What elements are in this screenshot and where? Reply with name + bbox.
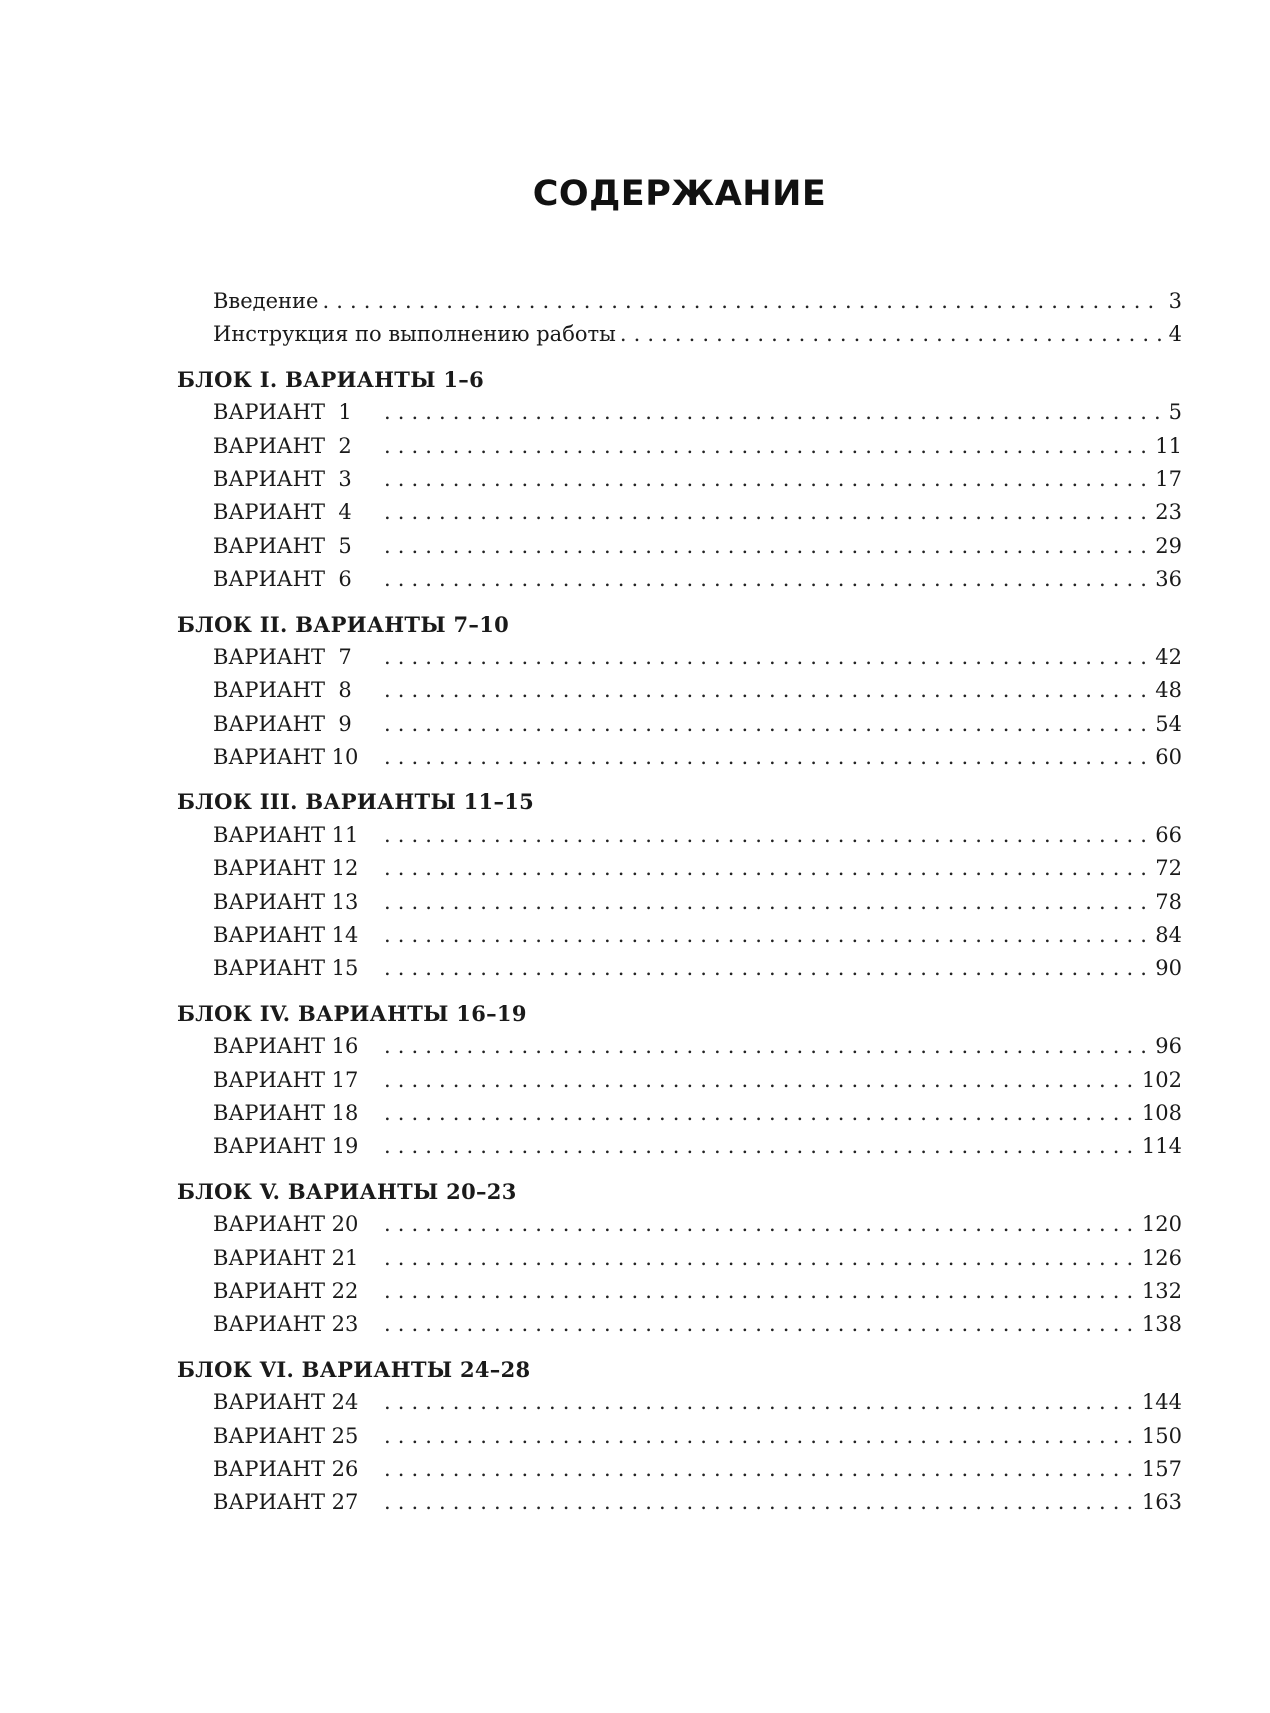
toc-entry-variant[interactable] — [177, 886, 1182, 919]
toc-entry-page: 5 — [1168, 400, 1182, 425]
toc-entry-page: 126 — [1141, 1245, 1182, 1270]
intro-group — [177, 285, 1182, 352]
toc-entry-label: ВАРИАНТ 4 — [213, 500, 352, 525]
dot-leader — [384, 530, 1149, 563]
block-heading[interactable]: БЛОК IV. ВАРИАНТЫ 16–19 — [177, 1000, 527, 1026]
toc-entry-page: 11 — [1155, 433, 1182, 458]
dot-leader — [384, 1097, 1136, 1130]
toc-entry-variant[interactable] — [177, 1486, 1182, 1519]
toc-entry-label: ВАРИАНТ 1 — [213, 400, 352, 425]
dot-leader — [384, 1030, 1149, 1063]
dot-leader — [384, 1208, 1136, 1241]
toc-entry-label: ВАРИАНТ 16 — [213, 1034, 359, 1059]
toc-entry-label: ВАРИАНТ 14 — [213, 923, 359, 948]
toc-entry-variant[interactable] — [177, 1275, 1182, 1308]
block-heading[interactable]: БЛОК VI. ВАРИАНТЫ 24–28 — [177, 1356, 531, 1382]
toc-entry-label: ВАРИАНТ 15 — [213, 956, 359, 981]
dot-leader — [384, 1242, 1136, 1275]
block-heading[interactable]: БЛОК II. ВАРИАНТЫ 7–10 — [177, 611, 510, 637]
page-title: СОДЕРЖАНИЕ — [532, 174, 827, 214]
toc-entry-label: ВАРИАНТ 9 — [213, 711, 352, 736]
toc-entry-page: 108 — [1141, 1100, 1182, 1125]
toc-entry-page: 163 — [1141, 1490, 1182, 1515]
dot-leader — [384, 919, 1149, 952]
dot-leader — [384, 1386, 1136, 1419]
toc-entry-page: 150 — [1141, 1423, 1182, 1448]
toc-entry-page: 84 — [1155, 923, 1182, 948]
toc-entry-label: ВАРИАНТ 27 — [213, 1490, 359, 1515]
toc-entry-instructions[interactable] — [177, 318, 1182, 351]
toc-entry-page: 138 — [1141, 1312, 1182, 1337]
toc-block — [177, 785, 1182, 985]
toc-block — [177, 608, 1182, 775]
toc-entry-page: 36 — [1155, 567, 1182, 592]
toc-entry-label: ВАРИАНТ 25 — [213, 1423, 359, 1448]
dot-leader — [384, 396, 1162, 429]
toc-entry-page: 78 — [1155, 889, 1182, 914]
dot-leader — [384, 641, 1149, 674]
toc-entry-label: ВАРИАНТ 6 — [213, 567, 352, 592]
toc-entry-page: 42 — [1155, 644, 1182, 669]
toc-entry-page: 157 — [1141, 1456, 1182, 1481]
dot-leader — [384, 1130, 1136, 1163]
toc-entry-variant[interactable] — [177, 530, 1182, 563]
toc-entry-label: Инструкция по выполнению работы — [213, 322, 616, 347]
dot-leader — [384, 563, 1149, 596]
toc-block — [177, 1175, 1182, 1342]
toc-entry-label: Введение — [213, 289, 319, 313]
toc-entry-label: ВАРИАНТ 13 — [213, 889, 359, 914]
toc-entry-label: ВАРИАНТ 12 — [213, 856, 359, 881]
toc-entry-variant[interactable] — [177, 1030, 1182, 1063]
dot-leader — [384, 819, 1149, 852]
toc-entry-variant[interactable] — [177, 741, 1182, 774]
toc-entry-variant[interactable] — [177, 563, 1182, 596]
toc-entry-page: 60 — [1155, 745, 1182, 770]
toc-entry-page: 114 — [1141, 1134, 1182, 1159]
dot-leader — [384, 708, 1149, 741]
dot-leader — [384, 1420, 1136, 1453]
toc-entry-label: ВАРИАНТ 10 — [213, 745, 359, 770]
dot-leader — [384, 430, 1149, 463]
toc-entry-label: ВАРИАНТ 7 — [213, 644, 352, 669]
table-of-contents — [177, 285, 1182, 1520]
toc-entry-variant[interactable] — [177, 430, 1182, 463]
toc-entry-label: ВАРИАНТ 19 — [213, 1134, 359, 1159]
dot-leader — [384, 1453, 1136, 1486]
toc-entry-page: 102 — [1141, 1067, 1182, 1092]
blocks-container — [177, 363, 1182, 1520]
toc-entry-label: ВАРИАНТ 20 — [213, 1212, 359, 1237]
toc-entry-variant[interactable] — [177, 952, 1182, 985]
toc-entry-page: 29 — [1155, 533, 1182, 558]
toc-entry-variant[interactable] — [177, 1097, 1182, 1130]
toc-entry-variant[interactable] — [177, 919, 1182, 952]
toc-entry-page: 3 — [1168, 289, 1182, 313]
dot-leader — [384, 886, 1149, 919]
toc-entry-label: ВАРИАНТ 2 — [213, 433, 352, 458]
toc-entry-variant[interactable] — [177, 1420, 1182, 1453]
toc-entry-label: ВАРИАНТ 18 — [213, 1100, 359, 1125]
toc-block — [177, 363, 1182, 597]
dot-leader — [322, 285, 1162, 318]
toc-entry-variant[interactable] — [177, 496, 1182, 529]
dot-leader — [384, 952, 1149, 985]
toc-entry-variant[interactable] — [177, 1242, 1182, 1275]
dot-leader — [384, 1064, 1136, 1097]
toc-entry-label: ВАРИАНТ 17 — [213, 1067, 359, 1092]
toc-entry-variant[interactable] — [177, 819, 1182, 852]
toc-entry-label: ВАРИАНТ 8 — [213, 678, 352, 703]
toc-entry-label: ВАРИАНТ 3 — [213, 466, 352, 491]
toc-entry-label: ВАРИАНТ 23 — [213, 1312, 359, 1337]
toc-entry-page: 23 — [1155, 500, 1182, 525]
toc-entry-variant[interactable] — [177, 1130, 1182, 1163]
toc-block — [177, 1353, 1182, 1520]
toc-entry-page: 66 — [1155, 822, 1182, 847]
toc-entry-label: ВАРИАНТ 22 — [213, 1278, 359, 1303]
toc-entry-variant[interactable] — [177, 708, 1182, 741]
toc-entry-variant[interactable] — [177, 852, 1182, 885]
toc-entry-page: 54 — [1155, 711, 1182, 736]
dot-leader — [384, 1275, 1136, 1308]
toc-entry-label: ВАРИАНТ 11 — [213, 822, 359, 847]
toc-entry-page: 120 — [1141, 1212, 1182, 1237]
toc-entry-introduction[interactable] — [177, 285, 1182, 318]
toc-entry-variant[interactable] — [177, 641, 1182, 674]
toc-entry-variant[interactable] — [177, 1308, 1182, 1341]
dot-leader — [384, 463, 1149, 496]
toc-entry-variant[interactable] — [177, 463, 1182, 496]
toc-entry-label: ВАРИАНТ 24 — [213, 1390, 359, 1415]
toc-entry-variant[interactable] — [177, 674, 1182, 707]
toc-entry-variant[interactable] — [177, 396, 1182, 429]
dot-leader — [384, 852, 1149, 885]
toc-entry-page: 4 — [1168, 322, 1182, 347]
toc-entry-variant[interactable] — [177, 1208, 1182, 1241]
toc-entry-page: 144 — [1141, 1390, 1182, 1415]
block-heading[interactable]: БЛОК III. ВАРИАНТЫ 11–15 — [177, 789, 535, 815]
toc-entry-variant[interactable] — [177, 1453, 1182, 1486]
dot-leader — [620, 318, 1162, 351]
dot-leader — [384, 1308, 1136, 1341]
block-heading[interactable]: БЛОК I. ВАРИАНТЫ 1–6 — [177, 366, 484, 392]
dot-leader — [384, 1486, 1136, 1519]
dot-leader — [384, 674, 1149, 707]
toc-entry-variant[interactable] — [177, 1386, 1182, 1419]
block-heading[interactable]: БЛОК V. ВАРИАНТЫ 20–23 — [177, 1178, 517, 1204]
toc-block — [177, 997, 1182, 1164]
toc-entry-variant[interactable] — [177, 1064, 1182, 1097]
toc-entry-page: 17 — [1155, 466, 1182, 491]
toc-entry-label: ВАРИАНТ 21 — [213, 1245, 359, 1270]
dot-leader — [384, 741, 1149, 774]
toc-entry-page: 132 — [1141, 1278, 1182, 1303]
dot-leader — [384, 496, 1149, 529]
toc-entry-page: 96 — [1155, 1034, 1182, 1059]
toc-entry-page: 72 — [1155, 856, 1182, 881]
toc-entry-page: 48 — [1155, 678, 1182, 703]
toc-entry-page: 90 — [1155, 956, 1182, 981]
toc-entry-label: ВАРИАНТ 26 — [213, 1456, 359, 1481]
toc-entry-label: ВАРИАНТ 5 — [213, 533, 352, 558]
